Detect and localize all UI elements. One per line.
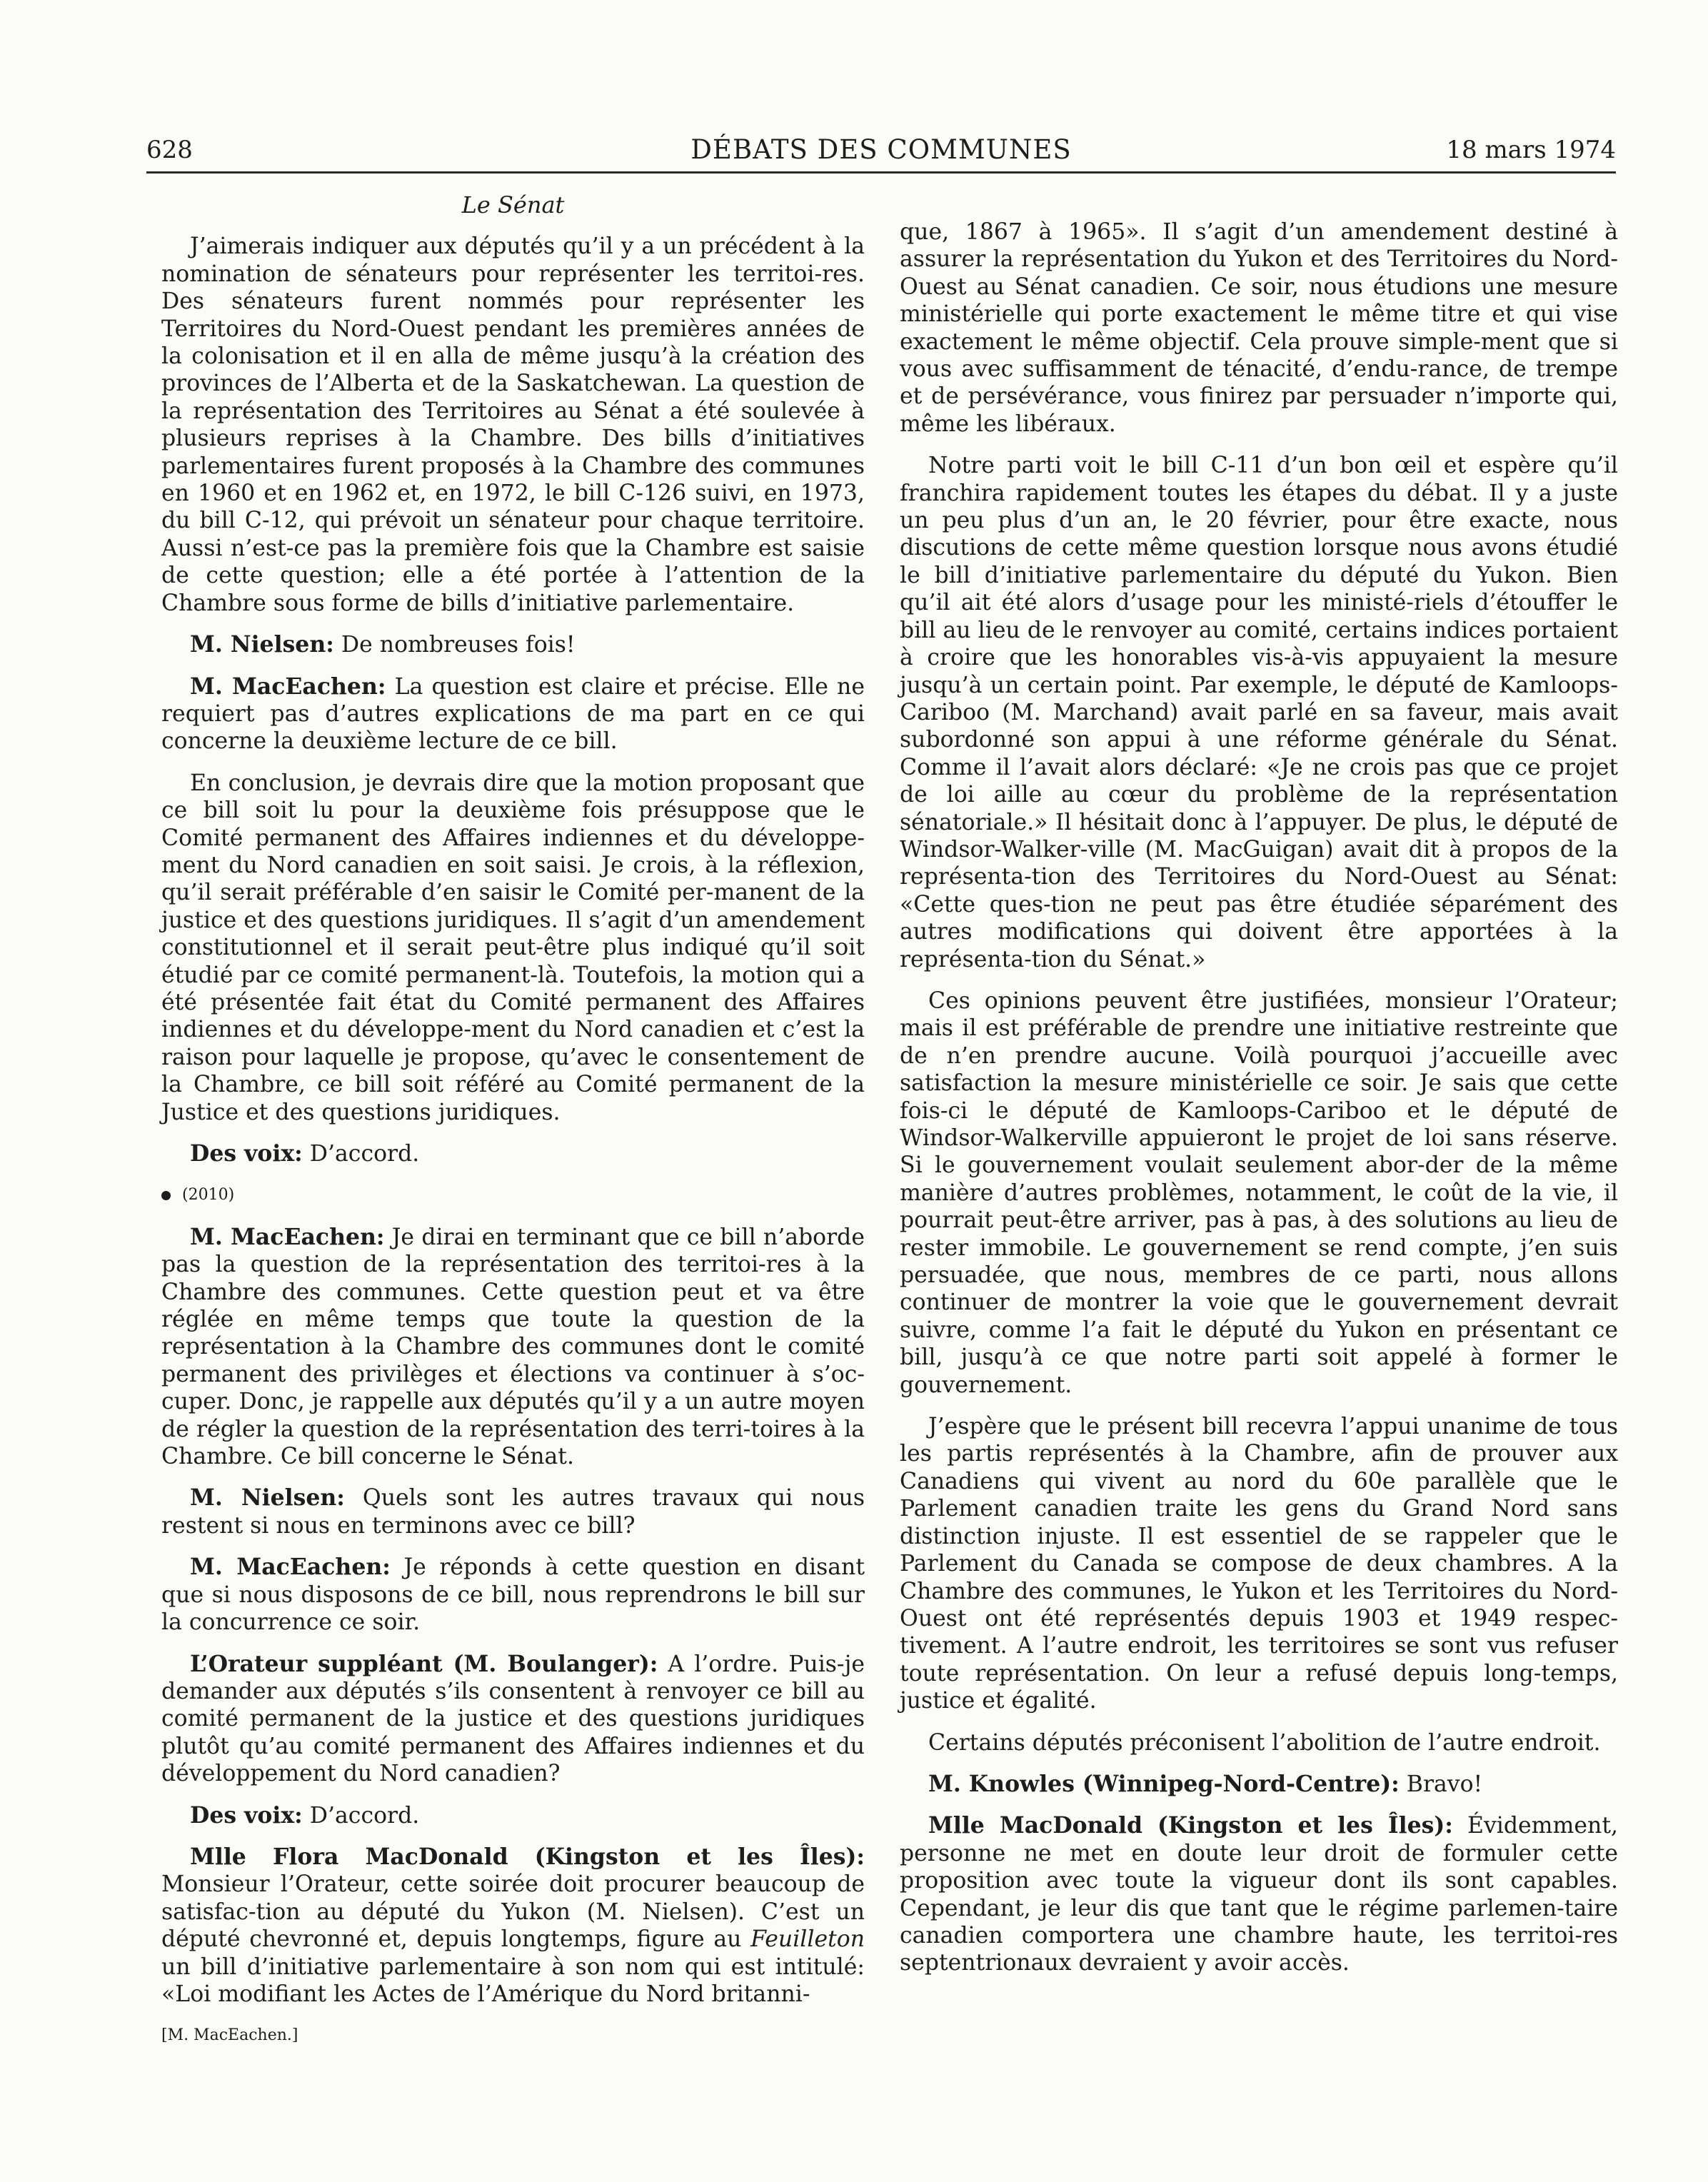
speech-text: Je réponds à cette question en disant que si nous disposons de ce bill, nous reprendrons le bill sur la concurrence ce soir. — [161, 1554, 865, 1636]
paragraph: J’espère que le présent bill recevra l’appui unanime de tous les partis représentés à la Chambre, afin de prouver aux Canadiens qui vivent au nord du 60e parallèle que le Parlement canadien traite les gens du Grand Nord sans distinction injuste. Il est essentiel de se rappeler que le Parlement du Canada se compose de deux chambres. A la Chambre des communes, le Yukon et les Territoires du Nord-Ouest ont été représentés depuis 1903 et 1949 respec-tivement. A l’autre endroit, les territoires se sont vus refuser toute représentation. On leur a refusé depuis long-temps, justice et égalité. — [900, 1414, 1618, 1714]
speaker-name: Des voix: — [190, 1801, 303, 1829]
speaker-name: M. MacEachen: — [190, 1554, 391, 1581]
paragraph: que, 1867 à 1965». Il s’agit d’un amendement destiné à assurer la représentation du Yukon et des Territoires du Nord-Ouest au Sénat canadien. Ce soir, nous étudions une mesure ministérielle qui porte exactement le même titre et qui vise exactement le même objectif. Cela prouve simple-ment que si vous avec suffisamment de ténacité, d’endu-rance, de trempe et de persévérance, vous finirez par persuader n’importe qui, même les libéraux. — [900, 219, 1618, 437]
speaker-name: M. Knowles (Winnipeg-Nord-Centre): — [928, 1770, 1400, 1797]
speaker-name: M. Nielsen: — [190, 1484, 345, 1512]
page-date: 18 mars 1974 — [1446, 136, 1616, 164]
speech-text: un bill d’initiative parlementaire à son nom qui est intitulé: «Loi modifiant les Actes de l’Amérique du Nord britanni- — [161, 1954, 865, 2007]
speech-text: Quels sont les autres travaux qui nous restent si nous en terminons avec ce bill? — [161, 1485, 865, 1539]
speech-text: La question est claire et précise. Elle ne requiert pas d’autres explications de ma part en ce qui concerne la deuxième lecture de ce bill. — [161, 673, 865, 755]
speech — [161, 1844, 865, 2008]
speech — [161, 1224, 865, 1471]
speech — [161, 1484, 865, 1539]
paragraph: Notre parti voit le bill C-11 d’un bon œil et espère qu’il franchira rapidement toutes les étapes du débat. Il y a juste un peu plus d’un an, le 20 février, pour être exacte, nous discutions de cette même question lorsque nous avons étudié le bill d’initiative parlementaire du député du Yukon. Bien qu’il ait été alors d’usage pour les ministé-riels d’étouffer le bill au lieu de le renvoyer au comité, certains indices portaient à croire que les honorables vis-à-vis appuyaient la mesure jusqu’à un certain point. Par exemple, le député de Kamloops-Cariboo (M. Marchand) avait parlé en sa faveur, mais avait subordonné son appui à une réforme générale du Sénat. Comme il l’avait alors déclaré: «Je ne crois pas que ce projet de loi aille au cœur du problème de la représentation sénatoriale.» Il hésitait donc à l’appuyer. De plus, le député de Windsor-Walker-ville (M. MacGuigan) avait dit à propos de la représenta-tion des Territoires du Nord-Ouest au Sénat: «Cette ques-tion ne peut pas être étudiée séparément des autres modifications qui doivent être apportées à la représenta-tion du Sénat.» — [900, 453, 1618, 972]
speech-text: D’accord. — [302, 1141, 420, 1167]
speaker-name: M. Nielsen: — [190, 631, 334, 658]
speech-text: A l’ordre. Puis-je demander aux députés s’ils consentent à renvoyer ce bill au comité permanent de la justice et des questions juridiques plutôt qu’au comité permanent des Affaires indiennes et du développement du Nord canadien? — [161, 1651, 865, 1787]
paragraph: J’aimerais indiquer aux députés qu’il y a un précédent à la nomination de sénateurs pour représenter les territoi-res. Des sénateurs furent nommés pour représenter les Territoires du Nord-Ouest pendant les premières années de la colonisation et il en alla de même jusqu’à la création des provinces de l’Alberta et de la Saskatchewan. La question de la représentation des Territoires au Sénat a été soulevée à plusieurs reprises à la Chambre. Des bills d’initiatives parlementaires furent proposés à la Chambre des communes en 1960 et en 1962 et, en 1972, le bill C-126 suivi, en 1973, du bill C-12, qui prévoit un sénateur pour chaque territoire. Aussi n’est-ce pas la première fois que la Chambre est saisie de cette question; elle a été portée à l’attention de la Chambre sous forme de bills d’initiative parlementaire. — [161, 233, 865, 616]
speaker-name: M. MacEachen: — [190, 1223, 385, 1250]
speech-text: D’accord. — [302, 1802, 420, 1829]
speech-text: Évidemment, personne ne met en doute leur droit de formuler cette proposition avec toute la vigueur dont ils sont capables. Cependant, je leur dis que tant que le régime parlemen-taire canadien comportera une chambre haute, les territoi-res septentrionaux devraient y avoir accès. — [900, 1813, 1618, 1976]
section-title: Le Sénat — [461, 191, 565, 218]
paragraph: Ces opinions peuvent être justifiées, monsieur l’Orateur; mais il est préférable de prendre une initiative restreinte que de n’en prendre aucune. Voilà pourquoi j’accueille avec satisfaction la mesure ministérielle ce soir. Je sais que cette fois-ci le député de Kamloops-Cariboo et le député de Windsor-Walkerville appuieront le projet de loi sans réserve. Si le gouvernement voulait seulement abor-der de la même manière d’autres problèmes, notamment, le coût de la vie, il pourrait peut-être arriver, pas à pas, à des solutions au lieu de rester immobile. Le gouvernement se rend compte, j’en suis persuadée, que nous, membres de ce parti, nous allons continuer de montrer la voie que le gouvernement devrait suivre, comme l’a fait le député du Yukon en présentant ce bill, jusqu’à ce que notre parti soit appelé à former le gouvernement. — [900, 987, 1618, 1398]
paragraph: En conclusion, je devrais dire que la motion proposant que ce bill soit lu pour la deuxième fois présuppose que le Comité permanent des Affaires indiennes et du développe-ment du Nord canadien en soit saisi. Je crois, à la réflexion, qu’il serait préférable d’en saisir le Comité per-manent de la justice et des questions juridiques. Il s’agit d’un amendement constitutionnel et il serait peut-être plus indiqué qu’il soit étudié par ce comité permanent-là. Toutefois, la motion qui a été présentée fait état du Comité permanent des Affaires indiennes et du développe-ment du Nord canadien et c’est la raison pour laquelle je propose, qu’avec le consentement de la Chambre, ce bill soit référé au Comité permanent de la Justice et des questions juridiques. — [161, 770, 865, 1125]
paragraph: Certains députés préconisent l’abolition de l’autre endroit. — [928, 1729, 1601, 1756]
speech-text: Monsieur l’Orateur, cette soirée doit procurer beaucoup de satisfac-tion au député du Yukon (M. Nielsen). C’est un député chevronné et, depuis longtemps, figure au — [161, 1871, 865, 1953]
speech — [161, 673, 865, 755]
speech — [161, 1802, 865, 1829]
speech — [161, 1554, 865, 1636]
bullet-icon — [161, 1191, 171, 1200]
time-marker — [161, 1182, 865, 1209]
speaker-name: L’Orateur suppléant (M. Boulanger): — [190, 1650, 658, 1677]
feuilleton-italic: Feuilleton — [750, 1926, 865, 1953]
speech — [161, 1140, 865, 1167]
speech — [900, 1771, 1618, 1798]
speech-text: Je dirai en terminant que ce bill n’aborde pas la question de la représentation des territoi-res à la Chambre des communes. Cette question peut et va être réglée en même temps que toute la question de la représentation à la Chambre des communes dont le comité permanent des privilèges et élections va continuer à s’oc-cuper. Donc, je rappelle aux députés qu’il y a un autre moyen de régler la question de la représentation des terri-toires à la Chambre. Ce bill concerne le Sénat. — [161, 1224, 865, 1470]
left-column — [161, 191, 865, 2064]
speech — [161, 631, 865, 658]
time-marker-text: (2010) — [182, 1186, 235, 1205]
footnote: [M. MacEachen.] — [161, 2026, 298, 2045]
right-column — [900, 218, 1618, 1991]
speaker-name: M. MacEachen: — [190, 673, 386, 700]
speech-text: Bravo! — [1399, 1771, 1483, 1797]
page-number: 628 — [146, 136, 193, 164]
speech — [161, 1651, 865, 1788]
speech — [900, 1812, 1618, 1976]
speech-text: De nombreuses fois! — [333, 632, 576, 658]
speaker-name: Des voix: — [190, 1140, 303, 1167]
speaker-name: Mlle Flora MacDonald (Kingston et les Îles): — [190, 1843, 865, 1870]
speaker-name: Mlle MacDonald (Kingston et les Îles): — [928, 1812, 1453, 1839]
page-header — [146, 131, 1616, 174]
publication-title: DÉBATS DES COMMUNES — [690, 134, 1072, 165]
